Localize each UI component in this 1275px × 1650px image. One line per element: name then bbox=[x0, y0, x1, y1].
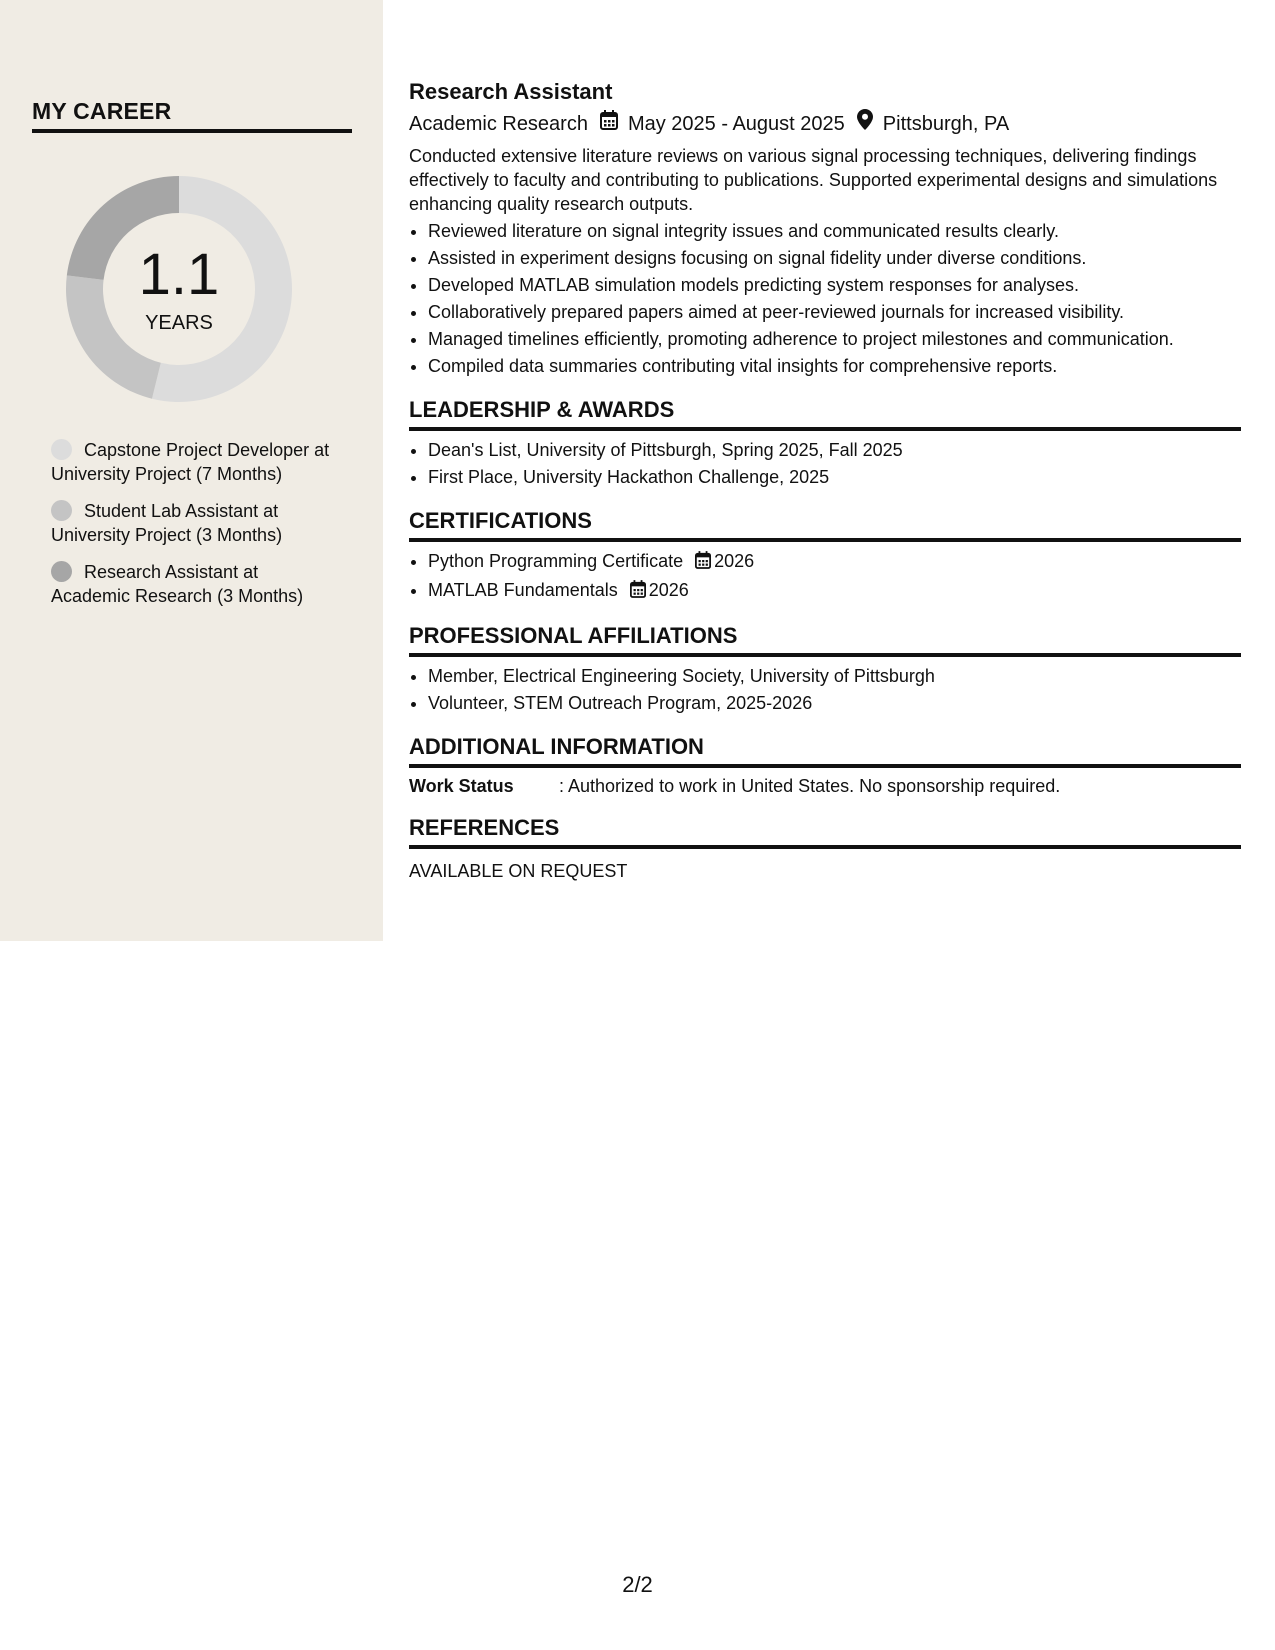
job-dates: May 2025 - August 2025 bbox=[627, 112, 845, 135]
career-legend bbox=[51, 438, 341, 621]
legend-label: Research Assistant at Academic Research (3 Months) bbox=[51, 562, 304, 606]
list-item: • Volunteer, STEM Outreach Program, 2025-2026 bbox=[428, 690, 1241, 717]
legend-dot bbox=[51, 500, 72, 521]
legend-item bbox=[51, 560, 341, 608]
legend-item bbox=[51, 438, 341, 486]
cert-name: MATLAB Fundamentals bbox=[428, 580, 618, 600]
section-title-affiliations: PROFESSIONAL AFFILIATIONS bbox=[409, 622, 1241, 657]
list-item: • Collaboratively prepared papers aimed at peer-reviewed journals for increased visibility. bbox=[428, 299, 1241, 326]
legend-label: Student Lab Assistant at University Project (3 Months) bbox=[51, 501, 283, 545]
total-years-unit: YEARS bbox=[145, 312, 213, 334]
page-number: 2/2 bbox=[622, 1572, 653, 1597]
legend-dot bbox=[51, 561, 72, 582]
section-title-additional: ADDITIONAL INFORMATION bbox=[409, 733, 1241, 768]
section-title-leadership: LEADERSHIP & AWARDS bbox=[409, 396, 1241, 431]
cert-name: Python Programming Certificate bbox=[428, 551, 684, 571]
calendar-icon bbox=[600, 110, 618, 138]
cert-year: 2026 bbox=[714, 551, 755, 571]
legend-label: Capstone Project Developer at University Project (7 Months) bbox=[51, 440, 330, 484]
affiliations-list bbox=[409, 663, 1241, 717]
calendar-icon bbox=[695, 550, 711, 577]
job-title: Research Assistant bbox=[409, 79, 613, 104]
legend-item bbox=[51, 499, 341, 547]
references-text: AVAILABLE ON REQUEST bbox=[409, 861, 628, 881]
list-item: • Managed timelines efficiently, promoting adherence to project milestones and communication. bbox=[428, 326, 1241, 353]
list-item: • Member, Electrical Engineering Society, University of Pittsburgh bbox=[428, 663, 1241, 690]
job-employer: Academic Research bbox=[409, 112, 588, 135]
section-title-certifications: CERTIFICATIONS bbox=[409, 507, 1241, 542]
cert-year-wrap bbox=[630, 580, 689, 600]
list-item: • Compiled data summaries contributing vital insights for comprehensive reports. bbox=[428, 353, 1241, 380]
cert-year: 2026 bbox=[648, 580, 689, 600]
section-title-references: REFERENCES bbox=[409, 814, 1241, 849]
sidebar bbox=[0, 0, 383, 941]
work-status-row bbox=[409, 774, 1241, 798]
job-meta bbox=[409, 109, 1241, 138]
list-item bbox=[428, 577, 1241, 606]
map-pin-icon bbox=[857, 109, 873, 138]
list-item: • Dean's List, University of Pittsburgh, Spring 2025, Fall 2025 bbox=[428, 437, 1241, 464]
calendar-icon bbox=[630, 579, 646, 606]
main-content bbox=[409, 78, 1241, 883]
job-summary: Conducted extensive literature reviews on various signal processing techniques, delivering findings effectively to faculty and contributing to publications. Supported experimental designs and simulations enhancing quality research outputs. bbox=[409, 146, 1218, 214]
list-item bbox=[428, 548, 1241, 577]
legend-dot bbox=[51, 439, 72, 460]
leadership-list bbox=[409, 437, 1241, 491]
list-item: • Reviewed literature on signal integrity issues and communicated results clearly. bbox=[428, 218, 1241, 245]
total-years-value: 1.1 bbox=[138, 242, 220, 307]
sidebar-heading: MY CAREER bbox=[32, 98, 352, 133]
job-bullets bbox=[409, 218, 1241, 380]
list-item: • Assisted in experiment designs focusing on signal fidelity under diverse conditions. bbox=[428, 245, 1241, 272]
work-status-label: Work Status bbox=[409, 776, 514, 796]
cert-year-wrap bbox=[695, 551, 754, 571]
career-donut-chart bbox=[66, 176, 292, 402]
list-item: • Developed MATLAB simulation models predicting system responses for analyses. bbox=[428, 272, 1241, 299]
list-item: • First Place, University Hackathon Challenge, 2025 bbox=[428, 464, 1241, 491]
work-status-value: : Authorized to work in United States. No sponsorship required. bbox=[559, 776, 1061, 796]
certifications-list bbox=[409, 548, 1241, 606]
job-location: Pittsburgh, PA bbox=[882, 112, 1010, 135]
